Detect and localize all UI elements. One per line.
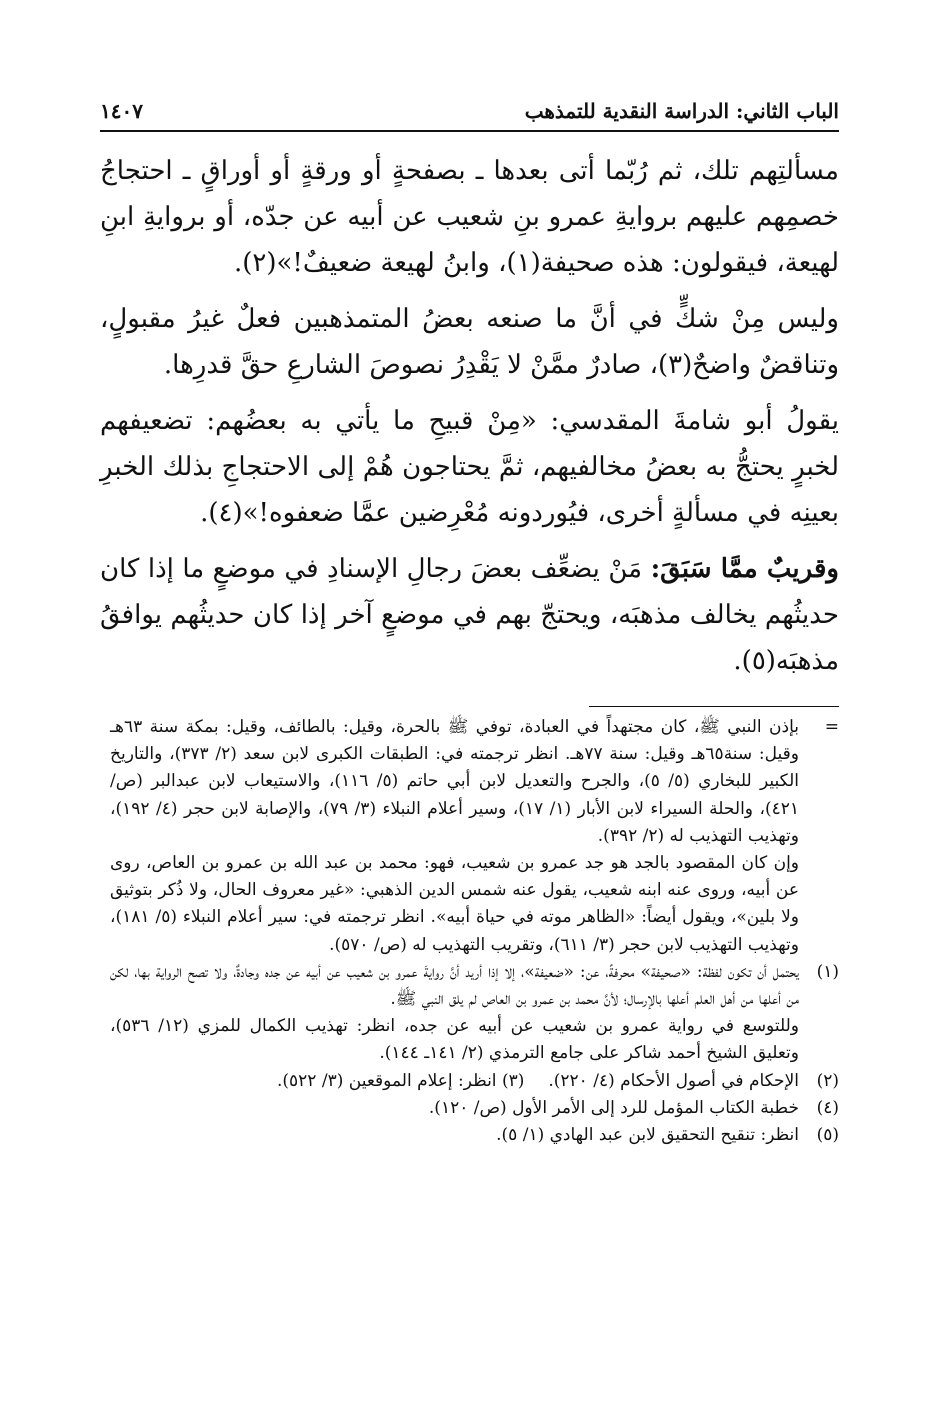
footnote-marker: (٤) [816, 1097, 839, 1118]
footnote-text: خطبة الكتاب المؤمل للرد إلى الأمر الأول (ص/ ١٢٠). [428, 1097, 799, 1118]
page-header [100, 94, 839, 128]
footnote-text: وللتوسع في رواية عمرو بن شعيب عن أبيه عن جده، انظر: تهذيب الكمال للمزي (١٢/ ٥٣٦)، وتعليق الشيخ أحمد شاكر على جامع الترمذي (٢/ ١٤١ـ ١٤٤). [110, 1016, 799, 1064]
paragraph-3-text: يقولُ أبو شامةَ المقدسي: «مِنْ قبيحِ ما يأتي به بعضُهم: تضعيفهم لخبرٍ يحتجُّ به بعضُ مخالفيهم، ثمَّ يحتاجون هُمْ إلى الاحتجاجِ بذلك الخبرِ بعينِه في مسألةٍ أخرى، فيُوردونه مُعْرِضين عمَّا ضعفوه!»(٤). [100, 406, 839, 528]
footnote-text: بإذن النبي ﷺ، كان مجتهداً في العبادة، توفي ﷺ بالحرة، وقيل: بالطائف، وقيل: بمكة سنة ٦٣هـ وقيل: سنة٦٥هـ وقيل: سنة ٧٧هـ. انظر ترجمته في: الطبقات الكبرى لابن سعد (٢/ ٣٧٣)، والتاريخ الكبير للبخاري (٥/ ٥)، والجرح والتعديل لابن أبي حاتم (٥/ ١١٦)، والاستيعاب لابن عبدالبر (ص/ ٤٢١)، والحلة السيراء لابن الأبار (١/ ١٧)، وسير أعلام النبلاء (٣/ ٧٩)، والإصابة لابن حجر (٤/ ١٩٢)، وتهذيب التهذيب له (٢/ ٣٩٢). [110, 717, 799, 846]
footnotes [110, 714, 839, 1149]
footnote-text: انظر: تنقيح التحقيق لابن عبد الهادي (١/ ٥). [496, 1125, 799, 1146]
paragraph-4 [100, 546, 839, 684]
footnote-4 [110, 1095, 839, 1122]
footnote-marker: = [824, 717, 839, 737]
paragraph-2-text: وليس مِنْ شكٍّ في أنَّ ما صنعه بعضُ المتمذهبين فعلٌ غيرُ مقبولٍ، وتناقضٌ واضحٌ(٣)، صادرٌ ممَّنْ لا يَقْدِرُ نصوصَ الشارعِ حقَّ قدرِها. [100, 304, 839, 380]
footnote-1 [110, 959, 839, 1013]
footnote-2-3 [110, 1068, 839, 1095]
paragraph-4-lead: وقريبٌ ممَّا سَبَقَ: [650, 554, 839, 584]
footnote-continuation [110, 714, 839, 850]
paragraph-1-text: مسألتِهم تلك، ثم رُبّما أتى بعدها ـ بصفحةٍ أو ورقةٍ أو أوراقٍ ـ احتجاجُ خصمِهم عليهم بروايةِ عمرو بنِ شعيب عن أبيه عن جدّه، أو بروايةِ ابنِ لهيعة، فيقولون: هذه صحيفة(١)، وابنُ لهيعة ضعيفٌ!»(٢). [100, 156, 839, 278]
footnote-continuation-2 [110, 850, 839, 959]
footnote-text [110, 1068, 799, 1095]
paragraph-4-text: مَنْ يضعِّف بعضَ رجالِ الإسنادِ في موضعٍ ما إذا كان حديثُهم يخالف مذهبَه، ويحتجّ بهم في موضعٍ آخر إذا كان حديثُهم يوافقُ مذهبَه(٥). [100, 554, 839, 676]
footnote-text: يحتمل أن تكون لفظة: «صحيفة» محرفةً، عن: «ضعيفة»، إلا إذا أريد أنَّ روايةَ عمرو بن شعيب عن أبيه عن جده وجادةٌ، ولا تصح الرواية بها، لكن من أعلها من أهل العلم أعلها بالإرسال؛ لأنَّ محمد بن عمرو بن العاص لم يلق النبي ﷺ. [110, 961, 799, 1010]
paragraph-1 [100, 148, 839, 286]
footnote-divider [589, 706, 839, 707]
footnote-3-text: انظر: إعلام الموقعين (٣/ ٥٢٢). [277, 1070, 497, 1091]
footnote-marker: (١) [816, 961, 839, 982]
footnote-marker [799, 1013, 839, 1067]
footnote-marker: (٢) [816, 1070, 839, 1091]
footnote-5 [110, 1122, 839, 1149]
footnote-text: وإن كان المقصود بالجد هو جد عمرو بن شعيب، فهو: محمد بن عبد الله بن عمرو بن العاص، روى عن أبيه، وروى عنه ابنه شعيب، يقول عنه شمس الدين الذهبي: «غير معروف الحال، ولا ذُكر بتوثيق ولا بلين»، ويقول أيضاً: «الظاهر موته في حياة أبيه». انظر ترجمته في: سير أعلام النبلاء (٥/ ١٨١)، وتهذيب التهذيب لابن حجر (٣/ ٦١١)، وتقريب التهذيب له (ص/ ٥٧٠). [110, 853, 799, 955]
paragraph-3 [100, 398, 839, 536]
paragraph-2 [100, 296, 839, 388]
footnote-1-continued [110, 1013, 839, 1067]
footnote-marker [799, 850, 839, 959]
footnote-3-marker: (٣) [501, 1070, 525, 1091]
running-title: الباب الثاني: الدراسة النقدية للتمذهب [524, 99, 839, 123]
main-text [100, 148, 839, 694]
page-number: ١٤٠٧ [100, 99, 143, 123]
footnote-2-text: الإحكام في أصول الأحكام (٤/ ٢٢٠). [548, 1070, 799, 1091]
footnote-marker: (٥) [816, 1125, 839, 1146]
header-divider [100, 130, 839, 132]
